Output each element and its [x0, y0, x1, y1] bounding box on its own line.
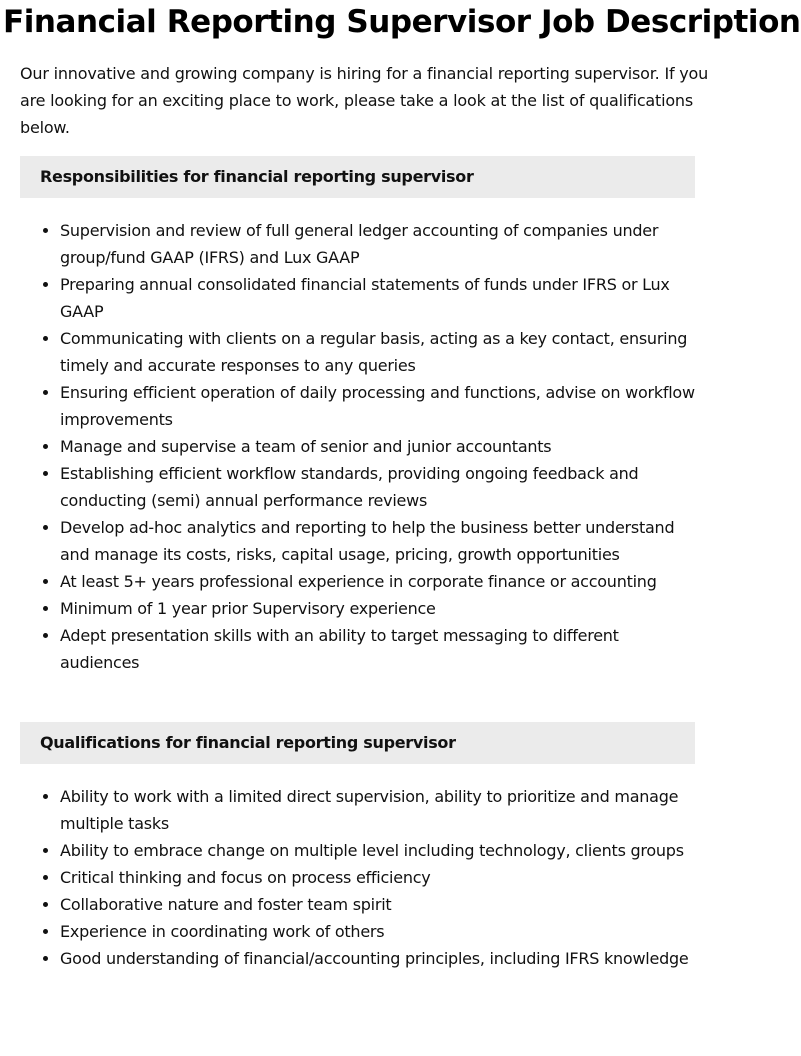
list-item: • Experience in coordinating work of others	[60, 918, 695, 945]
list-item: • At least 5+ years professional experience in corporate finance or accounting	[60, 568, 695, 595]
list-item: • Good understanding of financial/accounting principles, including IFRS knowledge	[60, 945, 695, 972]
responsibilities-heading: Responsibilities for financial reporting supervisor	[20, 156, 695, 198]
list-item: • Develop ad-hoc analytics and reporting to help the business better understand and manage its costs, risks, capital usage, pricing, growth opportunities	[60, 514, 695, 568]
list-item: • Ability to work with a limited direct supervision, ability to prioritize and manage multiple tasks	[60, 783, 695, 837]
qualifications-list	[20, 783, 695, 972]
list-item: • Ability to embrace change on multiple level including technology, clients groups	[60, 837, 695, 864]
list-item: • Supervision and review of full general ledger accounting of companies under group/fund GAAP (IFRS) and Lux GAAP	[60, 217, 695, 271]
list-item: • Adept presentation skills with an ability to target messaging to different audiences	[60, 622, 695, 676]
list-item: • Communicating with clients on a regular basis, acting as a key contact, ensuring timely and accurate responses to any queries	[60, 325, 695, 379]
responsibilities-list	[20, 217, 695, 676]
list-item: • Minimum of 1 year prior Supervisory experience	[60, 595, 695, 622]
list-item: • Critical thinking and focus on process efficiency	[60, 864, 695, 891]
list-item: • Collaborative nature and foster team spirit	[60, 891, 695, 918]
intro-paragraph: Our innovative and growing company is hiring for a financial reporting supervisor. If you are looking for an exciting place to work, please take a look at the list of qualifications below.	[20, 64, 709, 137]
list-item: • Manage and supervise a team of senior and junior accountants	[60, 433, 695, 460]
page-title: Financial Reporting Supervisor Job Description	[3, 4, 801, 40]
list-item: • Preparing annual consolidated financial statements of funds under IFRS or Lux GAAP	[60, 271, 695, 325]
qualifications-heading: Qualifications for financial reporting supervisor	[20, 722, 695, 764]
list-item: • Ensuring efficient operation of daily processing and functions, advise on workflow improvements	[60, 379, 695, 433]
list-item: • Establishing efficient workflow standards, providing ongoing feedback and conducting (semi) annual performance reviews	[60, 460, 695, 514]
